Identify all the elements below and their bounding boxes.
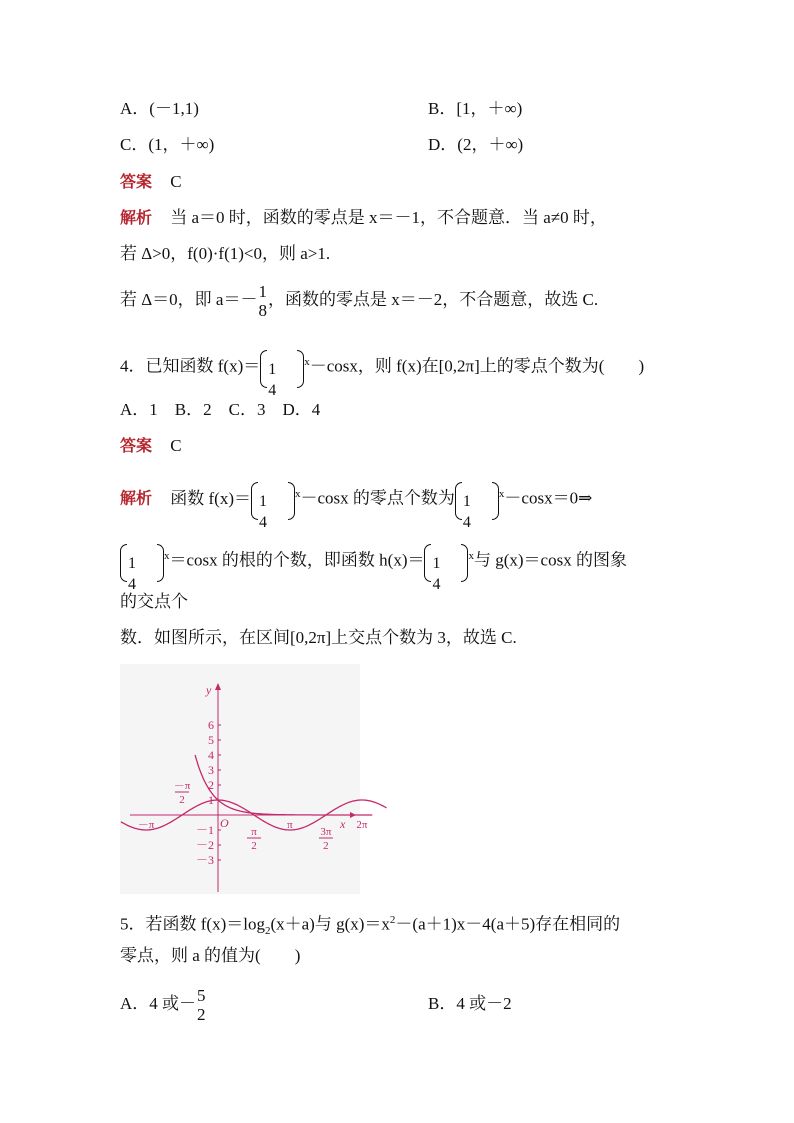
frac-den: 4	[259, 513, 267, 531]
stem-text: －cosx，则 f(x)在[0,2π]上的零点个数为(	[309, 356, 605, 376]
frac-den: 4	[462, 513, 471, 531]
paren-fraction	[455, 478, 499, 531]
x-frac-tick-den: 2	[251, 840, 257, 852]
analysis-text: ，函数的零点是 x＝－2，不合题意，故选 C.	[267, 290, 599, 309]
question-4-options: A．1 B．2 C．3 D．4	[120, 400, 321, 419]
analysis-q4-line-4: 数．如图所示，在区间[0,2π]上交点个数为 3，故选 C.	[120, 628, 517, 647]
frac-num: 1	[268, 360, 277, 378]
x-tick-label: π	[287, 819, 293, 831]
analysis-text: 函数 f(x)＝	[170, 488, 251, 508]
analysis-text: ＝cosx 的根的个数，即函数 h(x)＝	[169, 550, 425, 570]
y-tick-label: 6	[208, 718, 214, 732]
analysis-line-2: 若 Δ>0，f(0)·f(1)<0，则 a>1.	[120, 244, 331, 263]
q5-option-b: B．4 或－2	[428, 994, 512, 1013]
analysis-q4-line-2	[120, 534, 627, 593]
y-tick-label: 4	[208, 748, 214, 762]
option-b: B．[1，＋∞)	[428, 99, 523, 118]
analysis-label: 解析	[120, 488, 153, 508]
x-axis-label: x	[340, 817, 346, 831]
question-5-stem-line-1	[120, 910, 620, 941]
graph-svg	[120, 664, 368, 894]
answer-label: 答案	[120, 436, 153, 455]
analysis-label: 解析	[120, 208, 153, 227]
y-tick-label: －3	[195, 853, 214, 867]
analysis-q4-line-3: 的交点个	[120, 592, 188, 611]
frac-num: 1	[432, 554, 441, 572]
frac-den: 4	[268, 381, 277, 399]
exponent: x	[468, 550, 474, 562]
paren-fraction	[424, 540, 468, 593]
frac-num: 1	[128, 554, 136, 572]
question-4-stem	[120, 340, 645, 399]
stem-text: (x＋a)与 g(x)＝x	[270, 914, 390, 934]
paren-fraction	[251, 478, 295, 531]
option-c: C．(1，＋∞)	[120, 135, 215, 154]
exponent: x	[498, 488, 505, 500]
superscript: 2	[389, 914, 396, 926]
frac-num: 5	[197, 986, 206, 1006]
analysis-text: 若 Δ＝0，即 a＝－	[120, 290, 258, 309]
option-text: A．4 或－	[120, 994, 197, 1013]
analysis-text: 当 a＝0 时，函数的零点是 x＝－1，不合题意．当 a≠0 时，	[170, 208, 607, 227]
exp-curve	[195, 755, 372, 815]
option-d: D．(2，＋∞)	[428, 135, 524, 154]
frac-den: 2	[197, 1005, 206, 1025]
analysis-text: －cosx 的零点个数为	[300, 488, 455, 508]
stem-text: )	[638, 356, 645, 376]
y-tick-label: 2	[208, 778, 214, 792]
paren-fraction	[120, 540, 164, 593]
q5-option-a	[120, 984, 207, 1024]
y-tick-label: 5	[208, 733, 214, 747]
stem-text: 4．已知函数 f(x)＝	[120, 356, 261, 376]
frac-num: 1	[258, 282, 267, 302]
origin-label: O	[220, 816, 229, 830]
answer-value: C	[170, 436, 182, 455]
exponent: x	[164, 550, 170, 562]
analysis-line-1	[120, 208, 607, 228]
exponent: x	[304, 356, 310, 368]
y-tick-labels	[196, 718, 221, 867]
x-tick-labels	[138, 780, 368, 852]
stem-text: －(a＋1)x－4(a＋5)存在相同的	[395, 914, 621, 934]
analysis-line-3	[120, 280, 598, 320]
analysis-q4-line-1	[120, 472, 593, 531]
y-axis-arrow	[215, 683, 221, 690]
answer-label: 答案	[120, 172, 153, 191]
y-tick-label: －1	[195, 823, 214, 837]
frac-den: 4	[432, 575, 441, 593]
option-a: A．(－1,1)	[120, 99, 199, 118]
x-frac-tick-den: 2	[179, 794, 185, 806]
frac-den: 4	[128, 575, 136, 593]
function-graph	[120, 664, 368, 894]
analysis-text: 与 g(x)＝cosx 的图象	[473, 550, 627, 570]
frac-num: 1	[462, 492, 471, 510]
stem-text: 5．若函数 f(x)＝log	[120, 914, 265, 934]
x-frac-tick-num: －π	[173, 780, 191, 792]
answer-row-q4	[120, 436, 182, 456]
analysis-text: －cosx＝0⇒	[504, 488, 593, 508]
exponent: x	[295, 488, 301, 500]
x-frac-tick-num: 3π	[320, 826, 332, 838]
fraction-1-8	[258, 282, 267, 320]
paren-fraction	[260, 346, 304, 399]
frac-num: 1	[259, 492, 267, 510]
frac-den: 8	[258, 301, 267, 321]
x-frac-tick-den: 2	[323, 840, 329, 852]
x-tick-label: 2π	[356, 819, 368, 831]
subscript: 2	[264, 925, 271, 938]
y-tick-label: －2	[195, 838, 214, 852]
x-frac-tick-num: π	[251, 826, 257, 838]
fraction-5-2	[197, 986, 206, 1024]
answer-row-q3	[120, 172, 182, 192]
x-tick-label: －π	[137, 819, 155, 831]
y-tick-label: 1	[208, 793, 214, 807]
answer-value: C	[170, 172, 182, 191]
y-tick-label: 3	[208, 763, 214, 777]
question-5-stem-line-2: 零点，则 a 的值为( )	[120, 946, 301, 965]
y-axis-label: y	[206, 683, 212, 697]
